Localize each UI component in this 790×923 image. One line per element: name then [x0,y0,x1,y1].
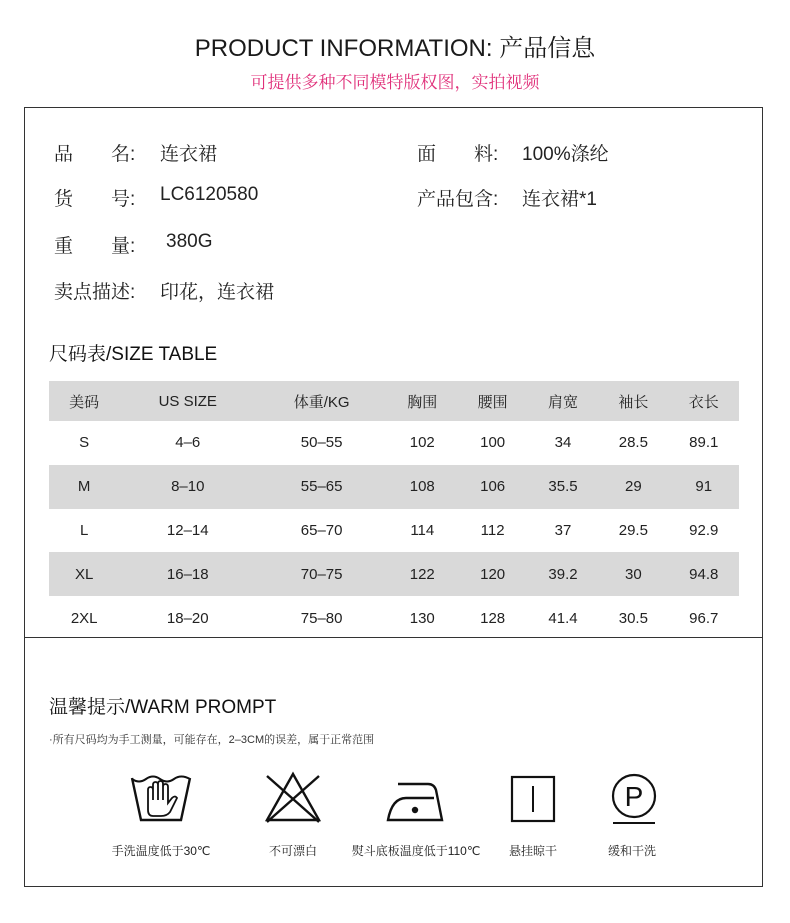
table-cell: 130 [409,609,435,627]
table-row [49,465,739,509]
warm-prompt-title: 温馨提示/WARM PROMPT [49,697,277,718]
header-cell: 胸围 [387,381,457,421]
table-cell: 112 [480,521,505,539]
table-cell: 120 [457,552,527,596]
header-cell: US SIZE [119,381,256,421]
table-cell: M [49,465,119,509]
table-cell: 96.7 [689,609,719,627]
table-cell: 114 [410,521,435,539]
svg-text:P: P [624,781,644,812]
selling-value: 印花，连衣裙 [160,282,275,303]
table-cell: 29 [598,465,668,509]
page-subtitle: 可提供多种不同模特版权图，实拍视频 [250,73,540,92]
table-cell: 2XL [70,609,98,627]
table-cell: 65–70 [300,521,343,539]
sku-value: LC6120580 [160,184,259,205]
hand-wash-label: 手洗温度低于30℃ [111,844,211,858]
includes-value: 连衣裙*1 [522,189,597,210]
table-cell: 92.9 [689,521,719,539]
table-cell: L [80,521,89,539]
table-cell: 106 [457,465,527,509]
table-cell: 102 [409,434,435,452]
weight-value: 380G [166,231,213,252]
table-cell: 30.5 [618,609,648,627]
table-cell: 16–18 [119,552,256,596]
table-cell: 122 [387,552,457,596]
table-cell: 89.1 [689,434,719,452]
header-cell: 肩宽 [528,381,598,421]
includes-label: 产品包含: [417,189,499,210]
size-table [49,381,739,640]
table-cell: 12–14 [166,521,209,539]
fabric-label: 面 料: [417,144,499,165]
table-cell: 91 [669,465,739,509]
size-table-title: 尺码表/SIZE TABLE [49,344,218,365]
table-cell: 108 [387,465,457,509]
table-cell: 70–75 [256,552,387,596]
table-cell: 41.4 [548,609,578,627]
no-bleach-label: 不可漂白 [268,844,317,858]
table-cell: 34 [554,434,572,452]
no-bleach-icon [228,770,358,826]
table-cell: 8–10 [119,465,256,509]
table-cell: 128 [480,609,506,627]
table-cell: 50–55 [300,434,343,452]
table-cell: 18–20 [166,609,209,627]
page-title: PRODUCT INFORMATION: 产品信息 [194,35,596,62]
table-cell: 55–65 [256,465,387,509]
table-cell: XL [49,552,119,596]
selling-label: 卖点描述: [54,282,136,303]
table-cell: 100 [480,434,506,452]
name-value: 连衣裙 [160,144,218,165]
table-cell: 37 [554,521,572,539]
table-cell: 28.5 [618,434,648,452]
iron-label: 熨斗底板温度低于110℃ [351,844,481,858]
measurement-note: ·所有尺码均为手工测量，可能存在，2–3CM的误差，属于正常范围 [49,734,375,746]
table-cell: 4–6 [175,434,201,452]
hang-dry-label: 悬挂晾干 [508,844,557,858]
size-table-header-row [49,381,739,421]
dry-clean-icon [569,770,699,826]
table-row [49,596,739,640]
header-cell: 美码 [49,381,119,421]
weight-label: 重 量: [54,236,136,257]
header-cell: 衣长 [669,381,739,421]
iron-icon [351,770,481,826]
fabric-value: 100%涤纶 [522,144,609,165]
table-cell: 94.8 [669,552,739,596]
table-cell: 75–80 [300,609,343,627]
header-cell: 体重/KG [256,381,387,421]
table-cell: S [79,434,90,452]
table-row [49,509,739,553]
header-cell: 腰围 [457,381,527,421]
sku-label: 货 号: [54,189,136,210]
name-label: 品 名: [54,144,136,165]
table-cell: 39.2 [528,552,598,596]
table-cell: 30 [598,552,668,596]
table-cell: 29.5 [618,521,648,539]
header-cell: 袖长 [598,381,668,421]
dry-clean-label: 缓和干洗 [607,844,656,858]
table-row [49,552,739,596]
table-row [49,421,739,465]
table-cell: 35.5 [528,465,598,509]
hand-wash-icon [96,770,226,826]
